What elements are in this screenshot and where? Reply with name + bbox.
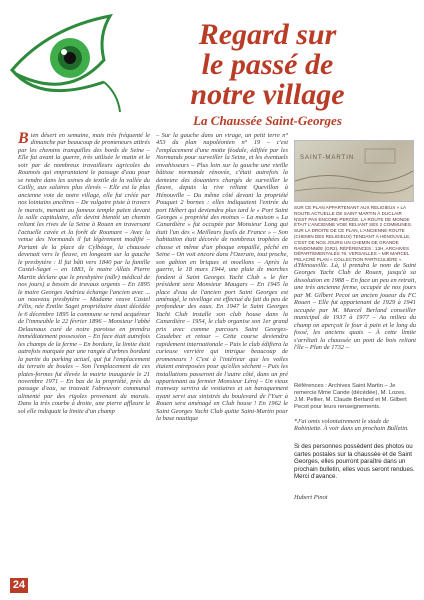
middle-column-text: – Sur la gauche dans un virage, un petit terre n° 453 du plan napoléonien n° 19 – c'est l'emplacement d'une motte féodale, édifiée par les Normands pour surveiller la Seine, et les éventuels envahisseurs – Plus loin sur la gauche une vieille bâtisse normande rénovée, c'était autrefois la demeure des douaniers chargés de surveiller le fleuve, depuis la rive reliant Quevillon à Hénouville – Du même côté devant la propriété Pouquet 2 bornes : elles indiquaient l'entrée du port Hébert qui deviendra plus tard le « Port Saint Georges » propriété des moines – La maison « La Canardière » fut occupée par Monsieur Long qui était l'un des « Meilleurs fusils de France » – Son habitation était décorée de nombreux trophées de chasse et même d'un phoque empaillé, pêché en Seine – On voit encore dans l'Ozerain, tout proche, son gabion en briques et moellons – Après la guerre, le 18 mars 1944, une pluie de morches fondent à Saint Georges Yacht Club » le fier président sera Monsieur Maugars – En 1945 la place d'eau de l'ancien port Saint Georges est aménagé, le nivellage est effectué du fait du peu de profondeur des eaux. En 1947 le Saint Georges Yacht Club installe son club house dans la Canardière – 1954, le club organise son 1er grand prix avec comme parcours Saint Georges-Caudebec et retour – Cette course deviendra rapidement internationale – Puis le club édifiera la curieuse verrière qui intrigue beaucoup de promeneurs ! C'est à l'intérieur que les voiles étaient entreposées pour qu'elles sèchent – Puis les installations passeront de l'autre côté, dans un pré appartenant au fermier Monsieur Léroj – Un vieux tramway servira de vestiaires et un baraquement ayant servi aux sinistrés du boulevard de l'Yser à Rouen sera aménagé en Club house ! En 1962 le Saint Georges Yacht Club quitte Saint-Martin pour la base nautique xyxy=(156,132,288,423)
page-number: 24 xyxy=(10,578,28,593)
map-sketch-icon xyxy=(295,141,413,201)
right-column xyxy=(294,262,416,351)
footnote: *J'ai omis volontairement le stade de Robiniette. À voir dans un prochain Bulletin. xyxy=(294,418,409,433)
references: Références : Archives Saint Martin – Je remercie Mme Cande (décédée), M. Lozes, J.M. Pellier, M. Claude Berland et M. Gilbert Pecot pour leurs renseignements. xyxy=(294,383,407,410)
eye-icon xyxy=(8,8,123,120)
title-line-2: le passé de xyxy=(201,48,334,81)
drop-cap: B xyxy=(18,130,29,147)
middle-column xyxy=(156,132,288,423)
title-line-3: notre village xyxy=(190,78,345,111)
article-title xyxy=(120,20,415,129)
left-column xyxy=(18,132,150,415)
author-signature: Hubert Pinot xyxy=(294,494,328,501)
right-column-text: d'Hénouville. Là, il prendra le nom de Saint Georges Yacht Club de Rouen, jusqu'à sa dissolution en 1988 – En face un peu en retrait, une très ancienne ferme, occupée de nos jours par M. Gilbert Pecot un ancien joueur du FC Rouen – Elle fut appartenant de 1929 à 1941 occupée par M. Marcel Berland conseiller municipal de 1937 à 1977 – Au milieu du champ on aperçoit le four à pain et le long du fossé, les anciens quais – À cette limite s'arrêtait la chaussée un pont de bois reliant l'île – Plan de 1732 – xyxy=(294,262,416,351)
map-label: SAINT-MARTIN xyxy=(300,155,355,161)
photo-appeal: Si des personnes possèdent des photos ou cartes postales sur la chaussée et de Saint Georges, elles pourront paraître dans un prochain bulletin, elles vous seront rendues. Merci d'avance. xyxy=(294,443,415,481)
historic-map-image xyxy=(294,140,414,202)
map-caption: SUR CE PLAN APPARTENANT AUX RELIGIEUX « LA ROUTE ACTUELLE DE SAINT MARTIN À DUCLAIR N'EST PAS ENCORE PERCÉE. LA ROUTE DE MONDE ÉTAIT L'ANCIENNE VOIE RELIANT SES 2 COMMUNES. SUR LA DROITE DE CE PLAN, L'ANCIENNE ROUTE (CHEMIN DES RELIGIEUX) TENDANT À HÉNOUVILLE, C'EST DE NOS JOURS UN CHEMIN DE GRANDE RANDONNÉE (GR2). RÉFÉRENCES : 13H, ARCHIVES DÉPARTEMENTALES 76. VERSAILLES – MR MARCEL PELACRÉ PLAN « COLLECTION PARTICULIÈRE ». xyxy=(294,205,413,263)
left-column-text: ien désert en semaine, mais très fréquenté le dimanche par beaucoup de promeneurs attirés par les chemins tranquilles des bords de Seine – Elle fut avant la guerre, très utilisée le matin et le soir par de nombreux travailleurs agricoles du Roumois qui empruntaient le passage d'eau pour se rendre dans les usines de textile de la vallée du Cailly, aux salaires plus élevés – Elle est la plus ancienne voie de notre village, elle fut créée par nos lointains ancêtres – De vulgaire piste à travers le marais, menant au fameux temple païen devant la salle capitulaire, elle devint bientôt un chemin reliant les rives de la Seine à Rouen en traversant l'actuelle cavée et la forêt de Roumare – Avec la venue des Normands il fut légèrement modifié – Partant de la place de Cylbéage, la chaussée devenait vers le fleuve, en longeant sur la gauche le presbytère : Il fut bâti vers 1840 par la famille Castel-Saget – en 1883, le maire Allais Pierre Martin déclare que le presbytère (ndlr) médical de nos jours) a besoin de travaux urgents – En 1895 le maire Georges Andrieu échange l'ancien avec ... un nouveau presbytère – Madame veuve Castel Félix, née Émilie Saget propriétaire étant décédée le 6 décembre 1895 la commune se rend acquéreur de l'immeuble le 22 février 1896 – Monsieur l'abbé Delaunaux curé de notre paroisse en prendra immédiatement possession – En face était autrefois les champs de la ferme – En bordure, la limite était autrefois marquée par une rangée d'arbres bordant la partie du parking actuel, qui fut l'emplacement du terrain de boules – Son l'emplacement de ces plates-formes fut élevée la mairie inaugurée le 21 novembre 1971 – En bas de la propriété, près du passage d'eau, se trouvait l'abreuvoir communal alimenté par des rigoles provenant du marais. Dans la très courbe à droite, une pierre affleure le sol elle indiquait la limite d'un champ xyxy=(18,132,150,415)
article-subtitle: La Chaussée Saint-Georges xyxy=(193,113,342,128)
title-line-1: Regard sur xyxy=(198,18,337,51)
